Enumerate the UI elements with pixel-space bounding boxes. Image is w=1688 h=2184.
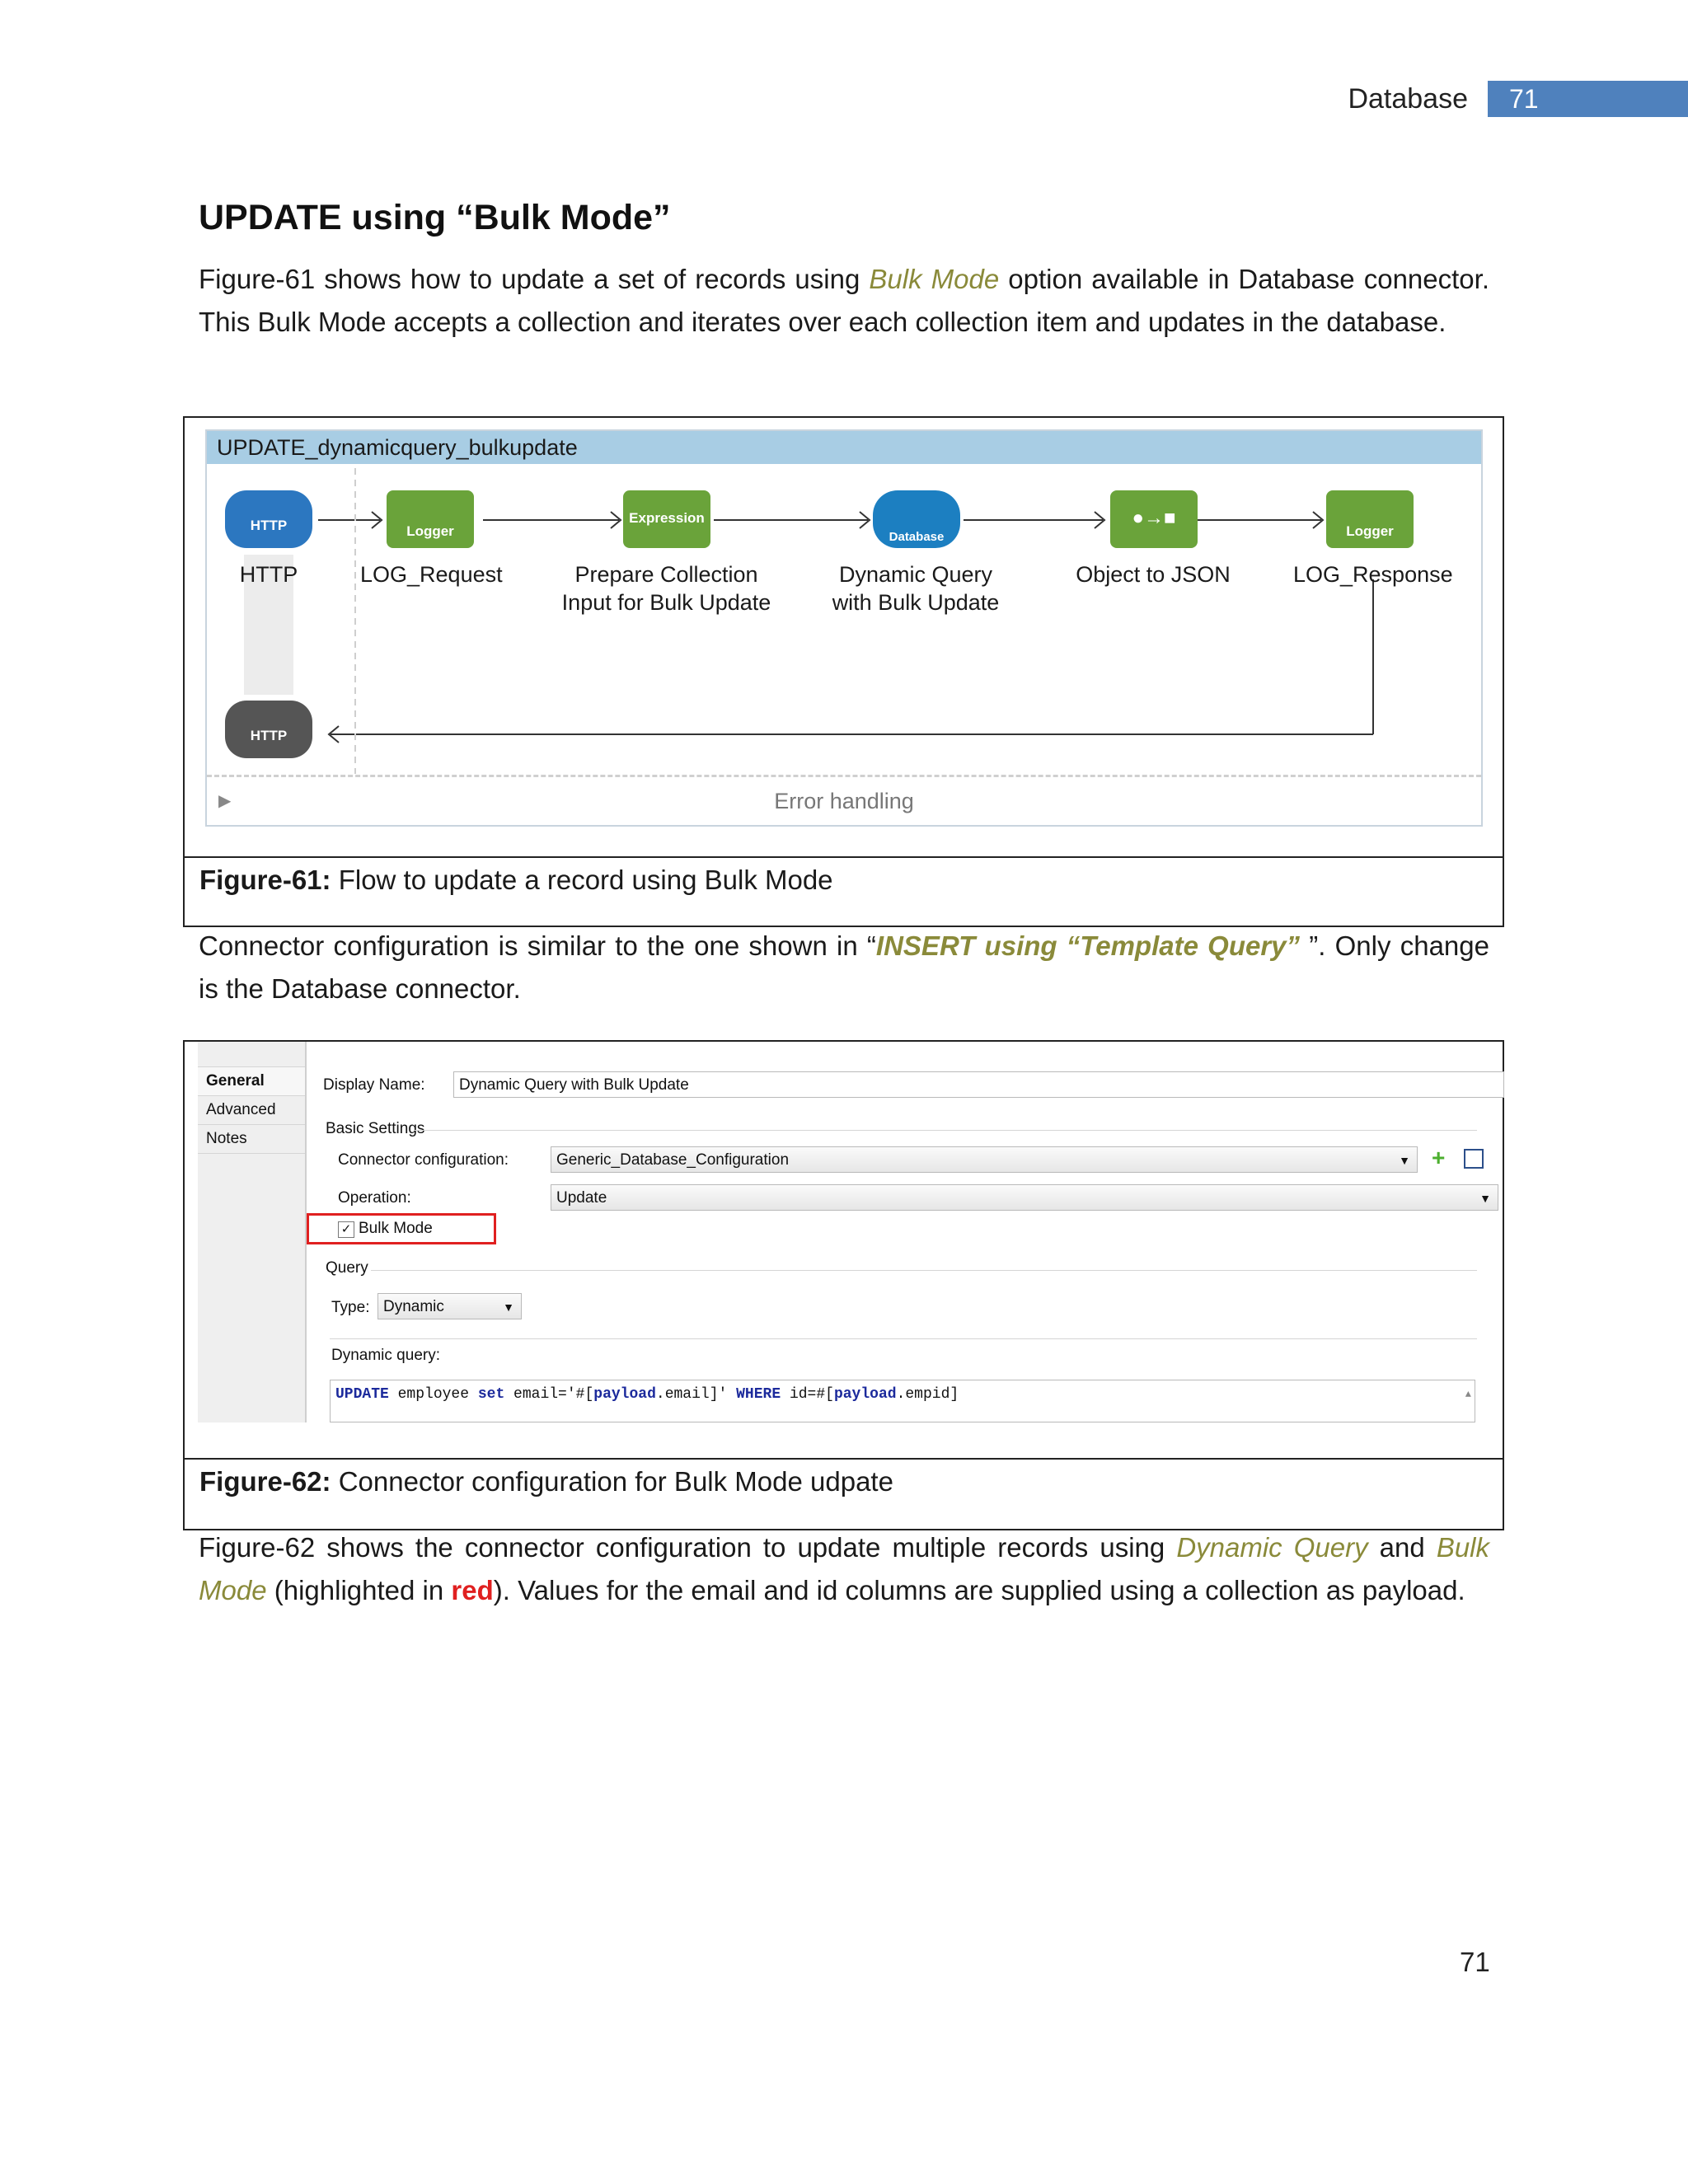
- operation-select[interactable]: [551, 1184, 1498, 1211]
- intro-text-1: Figure-61 shows how to update a set of records using: [199, 264, 870, 294]
- connector-config-label: Connector configuration:: [338, 1151, 509, 1169]
- figure-62: [183, 1040, 1504, 1530]
- operation-label: Operation:: [338, 1189, 411, 1207]
- section-title: UPDATE using “Bulk Mode”: [199, 198, 671, 237]
- intro-text-2: option available in Database connector. This Bulk Mode accepts a collection and iterates over each collection item and updates in the database.: [199, 264, 1489, 337]
- middle-paragraph: [199, 925, 1489, 1010]
- figure-61-caption: [185, 856, 1503, 927]
- operation-value: Update: [556, 1189, 607, 1207]
- display-name-label: Display Name:: [323, 1076, 425, 1094]
- chevron-down-icon: ▼: [1479, 1192, 1491, 1205]
- logger-icon[interactable]: Logger: [1326, 490, 1414, 548]
- node-label-log-request: LOG_Request: [360, 562, 503, 587]
- intro-paragraph: [199, 258, 1489, 344]
- connector-config-value: Generic_Database_Configuration: [556, 1151, 790, 1169]
- tab-advanced[interactable]: Advanced: [198, 1096, 305, 1125]
- type-label: Type:: [331, 1299, 370, 1316]
- closing-text: ). Values for the email and id columns are supplied using a collection as payload.: [493, 1575, 1465, 1605]
- add-icon[interactable]: +: [1432, 1145, 1446, 1170]
- figure-62-caption: [185, 1458, 1503, 1530]
- closing-text: (highlighted in: [266, 1575, 452, 1605]
- middle-text-2: ”. Only change is the Database connector.: [199, 930, 1489, 1004]
- sql-keyword: UPDATE: [335, 1386, 389, 1403]
- type-select[interactable]: [377, 1293, 522, 1319]
- intro-highlight: Bulk Mode: [869, 264, 1000, 294]
- caption-text: Connector configuration for Bulk Mode udpate: [331, 1466, 893, 1497]
- node-label-log-response: LOG_Response: [1293, 562, 1453, 587]
- expression-icon[interactable]: Expression: [623, 490, 710, 548]
- error-handling-label: Error handling: [774, 789, 914, 813]
- query-group-label: Query: [326, 1259, 368, 1277]
- closing-highlight: Dynamic Query: [1176, 1532, 1368, 1563]
- flow-canvas: [205, 429, 1483, 827]
- bulk-mode-checkbox[interactable]: ✓: [338, 1221, 354, 1238]
- basic-settings-label: Basic Settings: [326, 1120, 425, 1137]
- flow-title: UPDATE_dynamicquery_bulkupdate: [207, 431, 1481, 464]
- sql-text: email='#[: [504, 1386, 594, 1403]
- caption-text: Flow to update a record using Bulk Mode: [331, 865, 833, 895]
- object-to-json-icon[interactable]: ●→■: [1110, 490, 1198, 548]
- header-page-number: 71: [1488, 81, 1688, 117]
- expand-arrow-icon[interactable]: ▶: [218, 792, 232, 810]
- sql-text: .empid]: [896, 1386, 959, 1403]
- caption-label: Figure-62:: [199, 1466, 331, 1497]
- sql-text: .email]': [655, 1386, 737, 1403]
- running-header: [1348, 81, 1688, 117]
- dynamic-query-label: Dynamic query:: [331, 1347, 440, 1364]
- database-icon[interactable]: Database: [873, 490, 960, 548]
- scroll-up-icon[interactable]: ▲: [1465, 1389, 1471, 1400]
- config-tabs: [198, 1042, 307, 1422]
- node-label-prepare-collection: Prepare Collection Input for Bulk Update: [561, 562, 771, 615]
- closing-paragraph: [199, 1526, 1489, 1612]
- middle-text-1: Connector configuration is similar to the one shown in “: [199, 930, 876, 961]
- middle-highlight: INSERT using “Template Query”: [875, 930, 1301, 961]
- sql-keyword: payload: [833, 1386, 897, 1403]
- closing-highlight: Bulk Mode: [199, 1532, 1490, 1605]
- error-handling-bar[interactable]: [207, 775, 1481, 825]
- edit-icon[interactable]: [1464, 1149, 1484, 1169]
- chevron-down-icon: ▼: [1399, 1154, 1410, 1167]
- figure-61: [183, 416, 1504, 927]
- display-name-field[interactable]: Dynamic Query with Bulk Update: [453, 1071, 1504, 1098]
- header-section-name: Database: [1348, 82, 1468, 115]
- connector-config-select[interactable]: [551, 1146, 1418, 1173]
- query-divider: [371, 1270, 1477, 1271]
- caption-label: Figure-61:: [199, 865, 331, 895]
- closing-text: Figure-62 shows the connector configuration to update multiple records using: [199, 1532, 1177, 1563]
- sql-keyword: payload: [593, 1386, 656, 1403]
- sql-keyword: set: [477, 1386, 505, 1403]
- node-label-dynamic-query: Dynamic Query with Bulk Update: [832, 562, 1000, 615]
- http-response-icon[interactable]: HTTP: [225, 701, 312, 758]
- sql-keyword: WHERE: [736, 1386, 781, 1403]
- sql-text: id=#[: [781, 1386, 834, 1403]
- bulk-mode-label: Bulk Mode: [359, 1220, 433, 1237]
- dynamic-query-divider: [330, 1338, 1477, 1339]
- basic-settings-divider: [414, 1130, 1477, 1131]
- flow-lane: [207, 466, 1481, 771]
- sql-text: employee: [388, 1386, 478, 1403]
- tab-general[interactable]: General: [198, 1067, 305, 1096]
- dynamic-query-editor[interactable]: [330, 1380, 1475, 1422]
- http-icon[interactable]: HTTP: [225, 490, 312, 548]
- type-value: Dynamic: [383, 1298, 444, 1315]
- node-label-http: HTTP: [239, 562, 298, 587]
- logger-icon[interactable]: Logger: [387, 490, 474, 548]
- closing-text: and: [1367, 1532, 1437, 1563]
- tab-notes[interactable]: Notes: [198, 1125, 305, 1154]
- connector-config-panel: [198, 1042, 1493, 1422]
- closing-red-word: red: [451, 1575, 494, 1605]
- node-label-object-to-json: Object to JSON: [1076, 562, 1231, 587]
- footer-page-number: 71: [1460, 1947, 1490, 1977]
- chevron-down-icon: ▼: [503, 1301, 514, 1314]
